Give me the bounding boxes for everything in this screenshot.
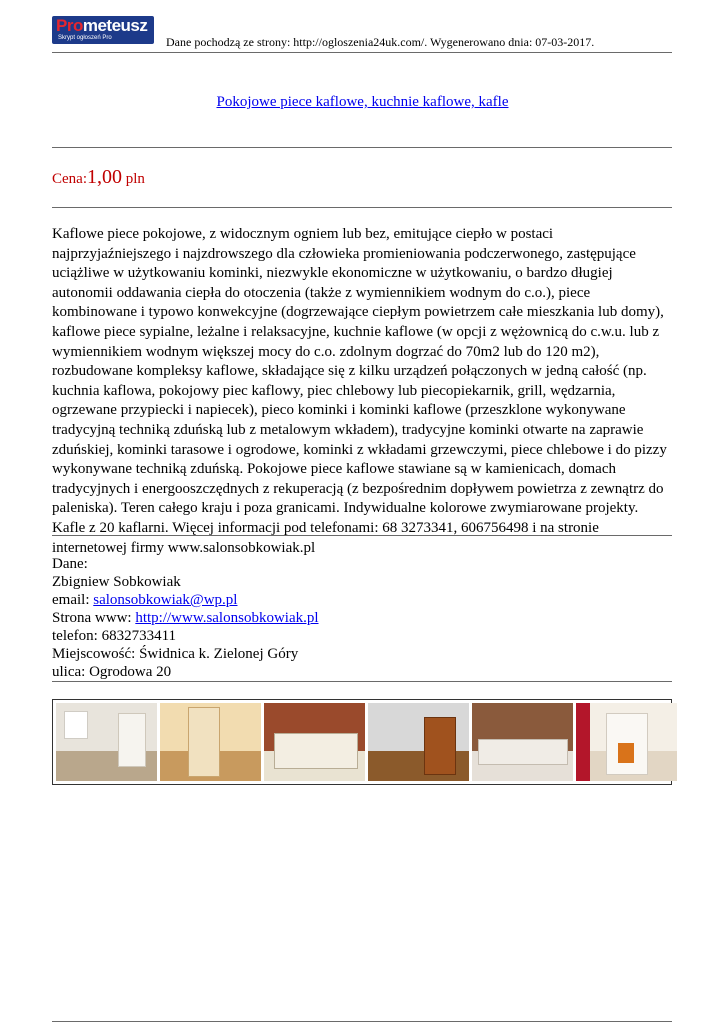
- divider-price: [52, 207, 672, 208]
- gallery-photo-6[interactable]: [576, 703, 677, 781]
- contact-phone-row: [52, 627, 319, 645]
- photo-6-red-wall: [576, 703, 590, 781]
- photo-1-window: [64, 711, 88, 739]
- contact-block: [52, 555, 319, 681]
- email-link[interactable]: salonsobkowiak@wp.pl: [93, 592, 238, 608]
- website-link[interactable]: http://www.salonsobkowiak.pl: [135, 610, 319, 626]
- contact-street-row: [52, 663, 319, 681]
- prometeusz-logo: [52, 16, 154, 44]
- contact-name: Zbigniew Sobkowiak: [52, 574, 181, 590]
- source-line: Dane pochodzą ze strony: http://ogloszenia24uk.com/. Wygenerowano dnia: 07-03-2017.: [166, 35, 595, 49]
- street-value: Ogrodowa 20: [89, 664, 172, 680]
- logo-text-red: Pro: [56, 16, 83, 35]
- gallery-photo-2[interactable]: [160, 703, 261, 781]
- listing-title-link[interactable]: Pokojowe piece kaflowe, kuchnie kaflowe, kafle: [216, 94, 509, 110]
- photo-gallery: [52, 699, 672, 785]
- price: [52, 166, 145, 189]
- contact-email-row: [52, 591, 319, 609]
- listing-description: Kaflowe piece pokojowe, z widocznym ogniem lub bez, emitujące ciepło w postaci najprzyjaźniejszego i najzdrowszego dla człowieka promieniowania podczerwonego, zastępujące uciążliwe w użytkowaniu kominki, niezwykle ekonomiczne w użytkowaniu, o bardzo długiej autonomii oddawania ciepła do otoczenia (także z wymiennikiem wodnym do c.o.), piece kombinowane i typowo konwekcyjne (dogrzewające ciepłym powietrzem całe mieszkania lub domy), kaflowe piece sypialne, leżalne i relaksacyjne, kuchnie kaflowe (w opcji z wężownicą do c.w.u. lub z wymiennikiem wodnym większej mocy do c.o. zdolnym dogrzać do 70m2 lub do 120 m2), rozbudowane kompleksy kaflowe, składające się z kilku urządzeń połączonych w jedną całość (np. kuchnia kaflowa, pokojowy piec kaflowy, piec chlebowy lub piecopiekarnik, grill, wędzarnia, ogrzewane przypiecki i napiecek), pieco kominki i kominki kaflowe (przeszklone wykonywane tradycyjną techniką zduńską lub z metalowym wkładem), tradycyjne kominki otwarte na zaprawie zduńskiej, kominki tarasowe i ogrodowe, kominki z wkładami grzewczymi, piece chlebowe i do pizzy wykonywane techniką zduńską. Pokojowe piece kaflowe stawiane są w kamienicach, domach tradycyjnych i energooszczędnych z rekuperacją (z bezpośrednim dopływem powietrza z zewnątrz do paleniska). Teren całego kraju i poza granicami. Indywidualne kolorowe zwymiarowane projekty. Kafle z 20 kaflarni. Więcej informacji pod telefonami: 68 3273341, 606756498 i na stronie internetowej firmy www.salonsobkowiak.pl: [52, 226, 667, 556]
- phone-label: telefon:: [52, 628, 102, 644]
- email-label: email:: [52, 592, 94, 608]
- city-value: Świdnica k. Zielonej Góry: [139, 646, 299, 662]
- street-label: ulica:: [52, 664, 90, 680]
- contact-city-row: [52, 645, 319, 663]
- city-label: Miejscowość:: [52, 646, 140, 662]
- photo-6-fire: [618, 743, 634, 763]
- photo-4-stove: [424, 717, 456, 775]
- price-label: Cena:: [52, 171, 87, 187]
- photo-2-stove: [188, 707, 220, 777]
- photo-3-kitchen: [274, 733, 358, 769]
- divider-contact: [52, 681, 672, 682]
- gallery-photo-4[interactable]: [368, 703, 469, 781]
- photo-1-stove: [118, 713, 146, 767]
- contact-www-row: [52, 609, 319, 627]
- logo-text-white: meteusz: [82, 16, 148, 35]
- gallery-photo-5[interactable]: [472, 703, 573, 781]
- phone-value: 6832733411: [101, 628, 177, 644]
- photo-5-counter: [478, 739, 568, 765]
- logo-wordmark: [56, 16, 147, 36]
- gallery-photo-3[interactable]: [264, 703, 365, 781]
- contact-heading: Dane:: [52, 556, 88, 572]
- www-label: Strona www:: [52, 610, 136, 626]
- divider-description: [52, 535, 672, 536]
- gallery-photo-1[interactable]: [56, 703, 157, 781]
- logo-tagline: Skrypt ogłoszeń Pro: [58, 35, 112, 41]
- price-currency: pln: [125, 171, 145, 187]
- header-divider: [52, 52, 672, 53]
- footer-divider: [52, 1021, 672, 1022]
- divider-top: [52, 147, 672, 148]
- price-value: 1,00: [87, 166, 122, 188]
